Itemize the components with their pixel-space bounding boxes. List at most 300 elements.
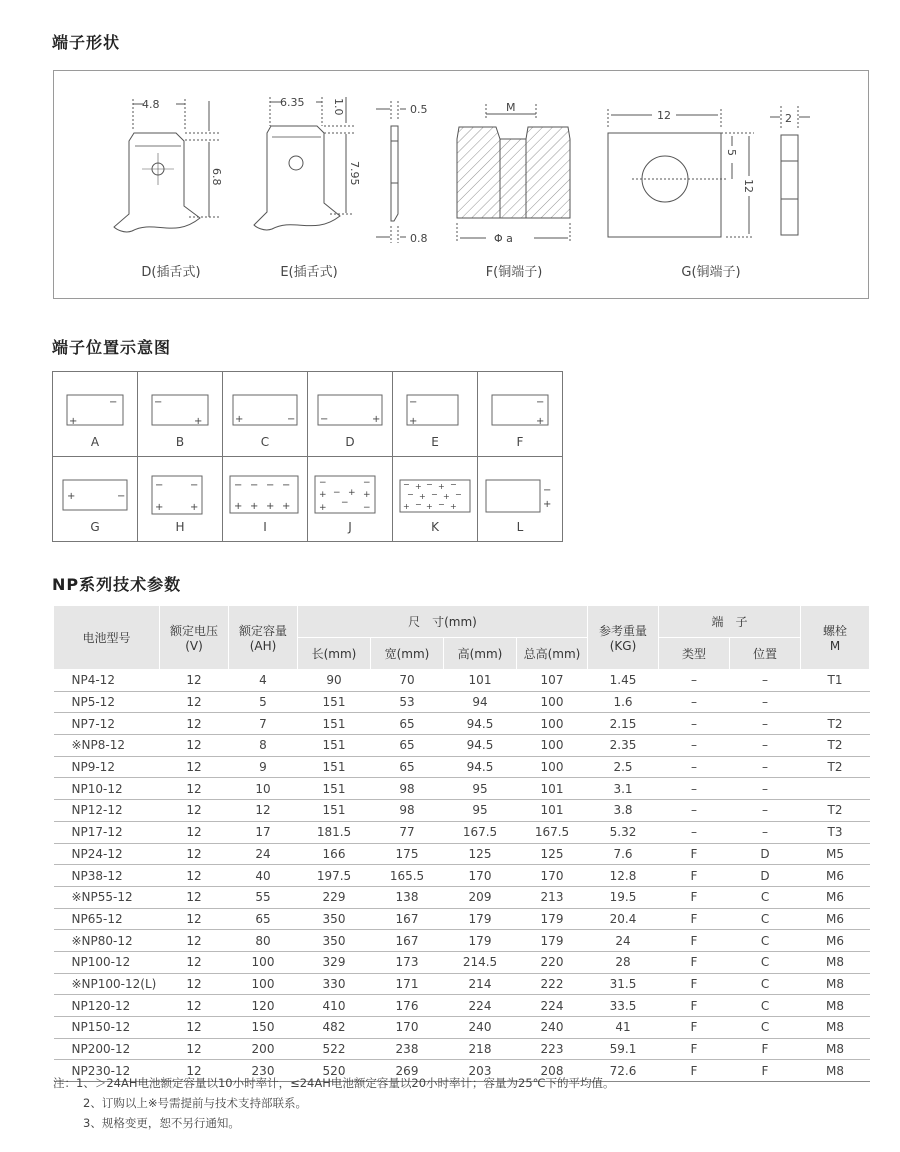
cell-height: 94.5: [444, 735, 517, 757]
plus-sign: +: [190, 502, 199, 513]
header-length: 长(mm): [298, 638, 371, 670]
cell-voltage: 12: [160, 670, 229, 692]
dim-g-height: 12: [742, 179, 755, 193]
cell-terminal-position: –: [730, 821, 801, 843]
cell-height: 203: [444, 1060, 517, 1082]
header-height: 高(mm): [444, 638, 517, 670]
position-cell-c: [223, 372, 308, 457]
header-terminal-type: 类型: [659, 638, 730, 670]
plus-sign: +: [403, 502, 410, 511]
table-row: [54, 670, 870, 692]
plus-sign: +: [443, 492, 450, 501]
plus-sign: +: [235, 414, 244, 425]
cell-model: NP150-12: [54, 1017, 160, 1039]
cell-weight: 24: [588, 930, 659, 952]
cell-voltage: 12: [160, 908, 229, 930]
cell-width: 98: [371, 778, 444, 800]
cell-total-height: 213: [517, 886, 588, 908]
plus-sign: +: [363, 490, 371, 500]
cell-voltage: 12: [160, 951, 229, 973]
cell-terminal-type: F: [659, 1017, 730, 1039]
plus-sign: +: [372, 414, 381, 425]
cell-model: NP5-12: [54, 691, 160, 713]
cell-weight: 31.5: [588, 973, 659, 995]
cell-length: 151: [298, 691, 371, 713]
cell-weight: 12.8: [588, 865, 659, 887]
header-terminal-position: 位置: [730, 638, 801, 670]
cell-voltage: 12: [160, 843, 229, 865]
cell-length: 181.5: [298, 821, 371, 843]
cell-weight: 3.8: [588, 800, 659, 822]
cell-capacity: 100: [229, 951, 298, 973]
cell-capacity: 17: [229, 821, 298, 843]
cell-model: NP4-12: [54, 670, 160, 692]
position-label: D: [345, 435, 355, 449]
cell-bolt: M8: [801, 973, 870, 995]
cell-capacity: 230: [229, 1060, 298, 1082]
table-row: [54, 886, 870, 908]
cell-terminal-position: C: [730, 1017, 801, 1039]
cell-capacity: 55: [229, 886, 298, 908]
table-row: [54, 951, 870, 973]
minus-sign: −: [415, 500, 422, 509]
cell-width: 138: [371, 886, 444, 908]
cell-voltage: 12: [160, 995, 229, 1017]
cell-terminal-type: F: [659, 843, 730, 865]
position-cell-h: [138, 457, 223, 542]
cell-total-height: 100: [517, 691, 588, 713]
cell-capacity: 65: [229, 908, 298, 930]
plus-sign: +: [319, 503, 327, 513]
header-dimensions: 尺 寸(mm): [298, 606, 588, 638]
section-title-spec-table: NP系列技术参数: [52, 575, 182, 594]
minus-sign: −: [282, 480, 291, 491]
cell-voltage: 12: [160, 865, 229, 887]
cell-weight: 59.1: [588, 1038, 659, 1060]
dim-e-width: 6.35: [280, 96, 305, 109]
table-row: [54, 756, 870, 778]
cell-bolt: T1: [801, 670, 870, 692]
cell-terminal-type: F: [659, 886, 730, 908]
cell-terminal-type: F: [659, 1038, 730, 1060]
cell-bolt: T2: [801, 756, 870, 778]
cell-height: 240: [444, 1017, 517, 1039]
cell-terminal-position: C: [730, 908, 801, 930]
cell-terminal-type: –: [659, 713, 730, 735]
cell-bolt: M6: [801, 908, 870, 930]
cell-length: 151: [298, 713, 371, 735]
cell-terminal-position: –: [730, 800, 801, 822]
minus-sign: −: [190, 480, 199, 491]
plus-sign: +: [155, 502, 164, 513]
minus-sign: −: [543, 485, 552, 496]
position-label: H: [175, 520, 185, 534]
cell-width: 167: [371, 930, 444, 952]
cell-model: ※NP80-12: [54, 930, 160, 952]
cell-capacity: 9: [229, 756, 298, 778]
minus-sign: −: [109, 397, 118, 408]
position-cell-d: [308, 372, 393, 457]
minus-sign: −: [407, 490, 414, 499]
cell-height: 170: [444, 865, 517, 887]
dim-d-width: 4.8: [142, 98, 160, 111]
terminal-position-grid: [52, 371, 563, 542]
cell-width: 269: [371, 1060, 444, 1082]
section-title-terminal-position: 端子位置示意图: [52, 338, 172, 357]
caption-terminal-f: F(铜端子): [485, 265, 543, 280]
cell-width: 65: [371, 735, 444, 757]
cell-terminal-position: –: [730, 691, 801, 713]
position-label: G: [90, 520, 100, 534]
minus-sign: −: [363, 503, 371, 513]
cell-voltage: 12: [160, 691, 229, 713]
cell-weight: 3.1: [588, 778, 659, 800]
cell-total-height: 100: [517, 756, 588, 778]
cell-weight: 1.45: [588, 670, 659, 692]
cell-width: 165.5: [371, 865, 444, 887]
cell-terminal-type: –: [659, 778, 730, 800]
position-label: K: [431, 520, 439, 534]
header-terminal: 端 子: [659, 606, 801, 638]
cell-width: 167: [371, 908, 444, 930]
cell-terminal-type: F: [659, 973, 730, 995]
cell-bolt: T3: [801, 821, 870, 843]
cell-terminal-type: F: [659, 908, 730, 930]
cell-model: NP7-12: [54, 713, 160, 735]
cell-length: 151: [298, 735, 371, 757]
terminal-e-side-drawing: [376, 101, 406, 243]
cell-length: 151: [298, 800, 371, 822]
terminal-d-drawing: [114, 99, 219, 232]
cell-model: NP10-12: [54, 778, 160, 800]
cell-weight: 2.15: [588, 713, 659, 735]
terminal-shapes-panel: [53, 70, 869, 299]
position-cell-g: [53, 457, 138, 542]
cell-model: ※NP100-12(L): [54, 973, 160, 995]
cell-voltage: 12: [160, 713, 229, 735]
cell-length: 350: [298, 930, 371, 952]
cell-bolt: [801, 778, 870, 800]
table-row: [54, 908, 870, 930]
cell-height: 94: [444, 691, 517, 713]
cell-terminal-position: C: [730, 930, 801, 952]
cell-capacity: 4: [229, 670, 298, 692]
minus-sign: −: [431, 490, 438, 499]
cell-height: 95: [444, 800, 517, 822]
cell-width: 171: [371, 973, 444, 995]
header-bolt: 螺栓 M: [801, 606, 870, 670]
dim-d-height: 6.8: [210, 168, 223, 186]
cell-height: 167.5: [444, 821, 517, 843]
header-voltage: 额定电压 (V): [160, 606, 229, 670]
cell-total-height: 224: [517, 995, 588, 1017]
minus-sign: −: [250, 480, 259, 491]
caption-terminal-d: D(插舌式): [141, 265, 201, 280]
cell-bolt: M5: [801, 843, 870, 865]
cell-capacity: 24: [229, 843, 298, 865]
cell-weight: 28: [588, 951, 659, 973]
minus-sign: −: [438, 500, 445, 509]
position-label: L: [516, 520, 524, 534]
cell-width: 176: [371, 995, 444, 1017]
cell-total-height: 101: [517, 800, 588, 822]
cell-weight: 7.6: [588, 843, 659, 865]
table-row: [54, 713, 870, 735]
cell-model: NP65-12: [54, 908, 160, 930]
position-cell-i: [223, 457, 308, 542]
cell-height: 214.5: [444, 951, 517, 973]
position-cell-k: [393, 457, 478, 542]
cell-total-height: 222: [517, 973, 588, 995]
cell-terminal-position: –: [730, 756, 801, 778]
cell-height: 94.5: [444, 713, 517, 735]
cell-capacity: 5: [229, 691, 298, 713]
plus-sign: +: [69, 416, 78, 427]
cell-bolt: M6: [801, 886, 870, 908]
cell-height: 218: [444, 1038, 517, 1060]
cell-width: 65: [371, 756, 444, 778]
minus-sign: −: [234, 480, 243, 491]
position-label: F: [516, 435, 524, 449]
note-item: 3、规格变更，恕不另行通知。: [83, 1116, 240, 1130]
cell-model: ※NP8-12: [54, 735, 160, 757]
plus-sign: +: [348, 488, 356, 498]
position-label: I: [263, 520, 267, 534]
cell-terminal-type: –: [659, 756, 730, 778]
cell-total-height: 179: [517, 908, 588, 930]
cell-voltage: 12: [160, 1060, 229, 1082]
plus-sign: +: [450, 502, 457, 511]
minus-sign: −: [320, 414, 329, 425]
cell-weight: 2.35: [588, 735, 659, 757]
cell-terminal-position: –: [730, 713, 801, 735]
cell-length: 329: [298, 951, 371, 973]
cell-model: NP24-12: [54, 843, 160, 865]
notes: [53, 1073, 615, 1133]
cell-bolt: M8: [801, 951, 870, 973]
minus-sign: −: [426, 480, 433, 489]
cell-terminal-position: C: [730, 995, 801, 1017]
table-row: [54, 691, 870, 713]
minus-sign: −: [363, 478, 371, 488]
cell-capacity: 12: [229, 800, 298, 822]
plus-sign: +: [415, 482, 422, 491]
cell-terminal-type: –: [659, 735, 730, 757]
cell-total-height: 100: [517, 713, 588, 735]
spec-table: [53, 605, 870, 1082]
plus-sign: +: [266, 501, 275, 512]
cell-width: 173: [371, 951, 444, 973]
plus-sign: +: [438, 482, 445, 491]
cell-terminal-position: D: [730, 865, 801, 887]
cell-terminal-position: –: [730, 670, 801, 692]
cell-voltage: 12: [160, 1038, 229, 1060]
cell-terminal-type: F: [659, 951, 730, 973]
cell-height: 224: [444, 995, 517, 1017]
header-weight: 参考重量 (KG): [588, 606, 659, 670]
cell-width: 70: [371, 670, 444, 692]
cell-height: 125: [444, 843, 517, 865]
cell-capacity: 120: [229, 995, 298, 1017]
dim-g-side: 2: [785, 112, 792, 125]
cell-bolt: T2: [801, 735, 870, 757]
cell-voltage: 12: [160, 930, 229, 952]
cell-length: 482: [298, 1017, 371, 1039]
cell-terminal-type: –: [659, 821, 730, 843]
table-row: [54, 973, 870, 995]
plus-sign: +: [194, 416, 203, 427]
cell-weight: 20.4: [588, 908, 659, 930]
terminal-g-side-drawing: [770, 106, 810, 235]
header-model: 电池型号: [54, 606, 160, 670]
cell-terminal-type: –: [659, 800, 730, 822]
cell-weight: 19.5: [588, 886, 659, 908]
cell-length: 166: [298, 843, 371, 865]
caption-terminal-e: E(插舌式): [280, 265, 338, 280]
cell-total-height: 208: [517, 1060, 588, 1082]
plus-sign: +: [536, 416, 545, 427]
cell-capacity: 8: [229, 735, 298, 757]
cell-terminal-position: –: [730, 778, 801, 800]
cell-capacity: 200: [229, 1038, 298, 1060]
position-label: A: [90, 435, 100, 449]
cell-bolt: T2: [801, 713, 870, 735]
cell-total-height: 170: [517, 865, 588, 887]
cell-voltage: 12: [160, 778, 229, 800]
position-label: B: [175, 435, 185, 449]
cell-bolt: M8: [801, 995, 870, 1017]
cell-terminal-position: C: [730, 973, 801, 995]
cell-capacity: 10: [229, 778, 298, 800]
header-width: 宽(mm): [371, 638, 444, 670]
cell-terminal-position: D: [730, 843, 801, 865]
cell-voltage: 12: [160, 735, 229, 757]
cell-terminal-position: F: [730, 1060, 801, 1082]
cell-height: 94.5: [444, 756, 517, 778]
position-cell-f: [478, 372, 563, 457]
cell-capacity: 80: [229, 930, 298, 952]
cell-terminal-type: F: [659, 865, 730, 887]
minus-sign: −: [154, 397, 163, 408]
caption-terminal-g: G(铜端子): [681, 265, 741, 280]
cell-total-height: 167.5: [517, 821, 588, 843]
table-row: [54, 778, 870, 800]
cell-capacity: 40: [229, 865, 298, 887]
dim-e-height: 7.95: [348, 161, 361, 186]
cell-bolt: [801, 691, 870, 713]
cell-voltage: 12: [160, 886, 229, 908]
cell-bolt: M8: [801, 1017, 870, 1039]
cell-width: 98: [371, 800, 444, 822]
position-cell-a: [53, 372, 138, 457]
cell-length: 520: [298, 1060, 371, 1082]
cell-length: 350: [298, 908, 371, 930]
cell-total-height: 125: [517, 843, 588, 865]
minus-sign: −: [117, 491, 126, 502]
cell-terminal-type: –: [659, 670, 730, 692]
dim-g-width: 12: [657, 109, 671, 122]
cell-height: 209: [444, 886, 517, 908]
cell-voltage: 12: [160, 800, 229, 822]
cell-model: ※NP55-12: [54, 886, 160, 908]
cell-model: NP38-12: [54, 865, 160, 887]
plus-sign: +: [67, 491, 76, 502]
cell-voltage: 12: [160, 821, 229, 843]
notes-prefix: 注：: [53, 1076, 76, 1090]
cell-terminal-type: F: [659, 1060, 730, 1082]
dim-e-top: 1.0: [332, 98, 345, 116]
cell-terminal-position: F: [730, 1038, 801, 1060]
minus-sign: −: [287, 414, 296, 425]
table-row: [54, 735, 870, 757]
dim-e-side-bottom: 0.8: [410, 232, 428, 245]
plus-sign: +: [250, 501, 259, 512]
note-item: 2、订购以上※号需提前与技术支持部联系。: [83, 1096, 307, 1110]
minus-sign: −: [341, 498, 349, 508]
cell-width: 65: [371, 713, 444, 735]
terminal-f-drawing: [457, 104, 570, 243]
cell-height: 179: [444, 908, 517, 930]
minus-sign: −: [403, 480, 410, 489]
position-label: E: [431, 435, 439, 449]
cell-bolt: M6: [801, 930, 870, 952]
cell-capacity: 100: [229, 973, 298, 995]
cell-height: 95: [444, 778, 517, 800]
cell-voltage: 12: [160, 973, 229, 995]
cell-weight: 41: [588, 1017, 659, 1039]
cell-voltage: 12: [160, 756, 229, 778]
cell-weight: 2.5: [588, 756, 659, 778]
header-capacity: 额定容量 (AH): [229, 606, 298, 670]
cell-weight: 5.32: [588, 821, 659, 843]
cell-width: 170: [371, 1017, 444, 1039]
cell-length: 151: [298, 778, 371, 800]
cell-total-height: 107: [517, 670, 588, 692]
cell-capacity: 7: [229, 713, 298, 735]
plus-sign: +: [543, 499, 552, 510]
cell-voltage: 12: [160, 1017, 229, 1039]
position-label: J: [348, 520, 352, 534]
cell-height: 179: [444, 930, 517, 952]
cell-weight: 72.6: [588, 1060, 659, 1082]
cell-bolt: M8: [801, 1060, 870, 1082]
minus-sign: −: [333, 488, 341, 498]
table-row: [54, 800, 870, 822]
minus-sign: −: [409, 397, 418, 408]
table-row: [54, 930, 870, 952]
cell-total-height: 100: [517, 735, 588, 757]
cell-width: 238: [371, 1038, 444, 1060]
plus-sign: +: [409, 416, 418, 427]
cell-model: NP9-12: [54, 756, 160, 778]
terminal-e-drawing: [254, 97, 354, 230]
cell-terminal-position: C: [730, 951, 801, 973]
cell-length: 330: [298, 973, 371, 995]
position-cell-b: [138, 372, 223, 457]
cell-model: NP200-12: [54, 1038, 160, 1060]
cell-total-height: 220: [517, 951, 588, 973]
cell-terminal-position: C: [730, 886, 801, 908]
cell-model: NP230-12: [54, 1060, 160, 1082]
cell-length: 90: [298, 670, 371, 692]
table-row: [54, 1038, 870, 1060]
cell-capacity: 150: [229, 1017, 298, 1039]
minus-sign: −: [319, 478, 327, 488]
cell-weight: 1.6: [588, 691, 659, 713]
plus-sign: +: [419, 492, 426, 501]
table-row: [54, 821, 870, 843]
cell-length: 229: [298, 886, 371, 908]
